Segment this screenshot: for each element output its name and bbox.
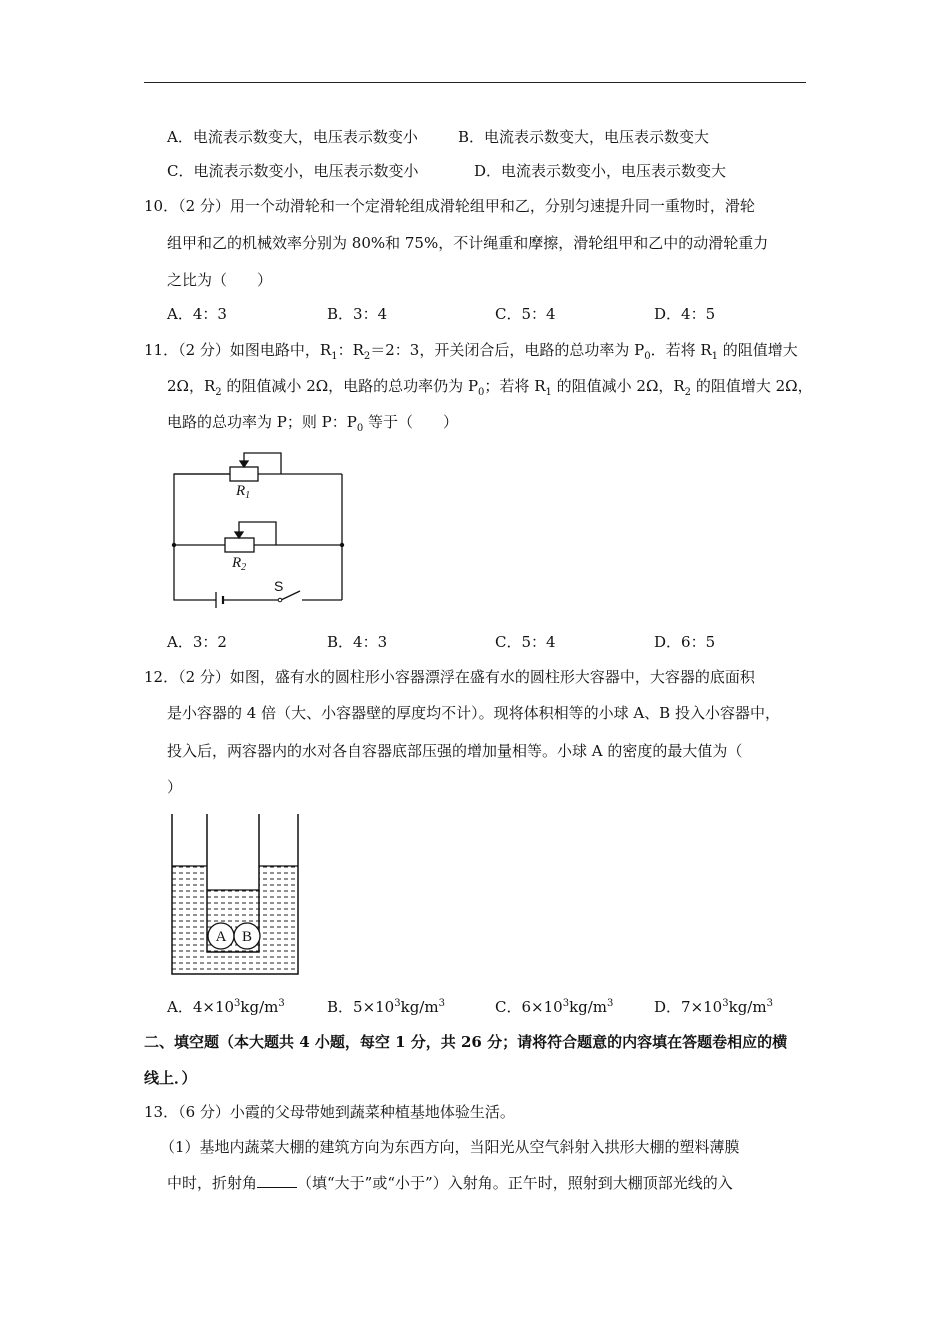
switch-blade [281, 591, 300, 600]
q11-stem-line1: 11．（2 分）如图电路中，$R_1$：$R_2=2$：3，开关闭合后，电路的总功率为 $P_0$．若将 $R_1$ 的阻值增大 [144, 341, 798, 362]
r1-label: $R_1$ [236, 483, 251, 501]
q9-option-a[interactable]: A．电流表示数变大，电压表示数变小 [167, 128, 418, 146]
q9-option-c[interactable]: C．电流表示数变小，电压表示数变小 [167, 162, 419, 180]
r2-slider-arrow [235, 532, 243, 538]
q13-part1-line2: 中时，折射角 （填“大于”或“小于”）入射角。正午时，照射到大棚顶部光线的入 [167, 1174, 733, 1192]
switch-label: S [274, 578, 284, 594]
q11-stem-line3: 电路的总功率为 P；则 P：$P_0$ 等于（ ） [167, 413, 458, 434]
q9-option-d[interactable]: D．电流表示数变小，电压表示数变大 [474, 162, 727, 180]
ball-b-label: B [241, 929, 253, 945]
q13-stem-line1: 13．（6 分）小霞的父母带她到蔬菜种植基地体验生活。 [144, 1103, 515, 1121]
q10-option-b[interactable]: B．3：4 [327, 305, 388, 323]
q10-option-c[interactable]: C．5：4 [495, 305, 556, 323]
q11-option-b[interactable]: B．4：3 [327, 633, 388, 651]
q12-stem-line1: 12．（2 分）如图，盛有水的圆柱形小容器漂浮在盛有水的圆柱形大容器中，大容器的底面积 [144, 668, 755, 686]
q11-option-d[interactable]: D．6：5 [654, 633, 716, 651]
q11-option-a[interactable]: A．3：2 [167, 633, 227, 651]
q12-stem-line4: ） [167, 778, 183, 796]
junction-right [340, 543, 344, 547]
r2-label: $R_2$ [232, 555, 247, 573]
q11-option-c[interactable]: C．5：4 [495, 633, 556, 651]
junction-left [172, 543, 176, 547]
q12-stem-line3: 投入后，两容器内的水对各自容器底部压强的增加量相等。小球 A 的密度的最大值为（ [167, 742, 743, 760]
q10-stem-line1: 10．（2 分）用一个动滑轮和一个定滑轮组成滑轮组甲和乙，分别匀速提升同一重物时，滑轮 [144, 197, 755, 215]
q13-answer-blank[interactable] [257, 1173, 297, 1188]
r1-slider-arrow [240, 461, 248, 467]
switch-contact [278, 598, 282, 602]
q12-container-diagram [165, 810, 305, 980]
ball-a-label: A [215, 929, 227, 945]
q10-stem-line3: 之比为（ ） [167, 271, 273, 289]
q11-stem-line2: 2Ω，$R_2$ 的阻值减小 2Ω，电路的总功率仍为 $P_0$；若将 $R_1$ 的阻值减小 2Ω，$R_2$ 的阻值增大 2Ω， [167, 377, 813, 398]
q10-option-a[interactable]: A．4：3 [167, 305, 227, 323]
q13-part1-line1: （1）基地内蔬菜大棚的建筑方向为东西方向，当阳光从空气斜射入拱形大棚的塑料薄膜 [160, 1138, 740, 1156]
q12-stem-line2: 是小容器的 4 倍（大、小容器壁的厚度均不计）。现将体积相等的小球 A、B 投入小容器中， [167, 704, 780, 722]
q10-stem-line2: 组甲和乙的机械效率分别为 80%和 75%，不计绳重和摩擦，滑轮组甲和乙中的动滑轮重力 [167, 234, 769, 252]
q12-option-c[interactable]: C．$6\times 10^3kg/m^3$ [495, 998, 614, 1016]
r1-resistor [230, 467, 258, 481]
header-rule [144, 82, 806, 83]
q12-option-b[interactable]: B．$5\times 10^3kg/m^3$ [327, 998, 445, 1016]
q10-option-d[interactable]: D．4：5 [654, 305, 716, 323]
q12-option-a[interactable]: A．$4\times 10^3kg/m^3$ [167, 998, 285, 1016]
section2-heading-line1: 二、填空题（本大题共 4 小题，每空 1 分，共 26 分；请将符合题意的内容填在答题卷相应的横 [144, 1033, 788, 1051]
q11-circuit-diagram [160, 445, 360, 610]
section2-heading-line2: 线上．） [144, 1069, 197, 1087]
q12-option-d[interactable]: D．$7\times 10^3kg/m^3$ [654, 998, 773, 1016]
q9-option-b[interactable]: B．电流表示数变大，电压表示数变大 [458, 128, 710, 146]
r2-resistor [225, 538, 254, 552]
